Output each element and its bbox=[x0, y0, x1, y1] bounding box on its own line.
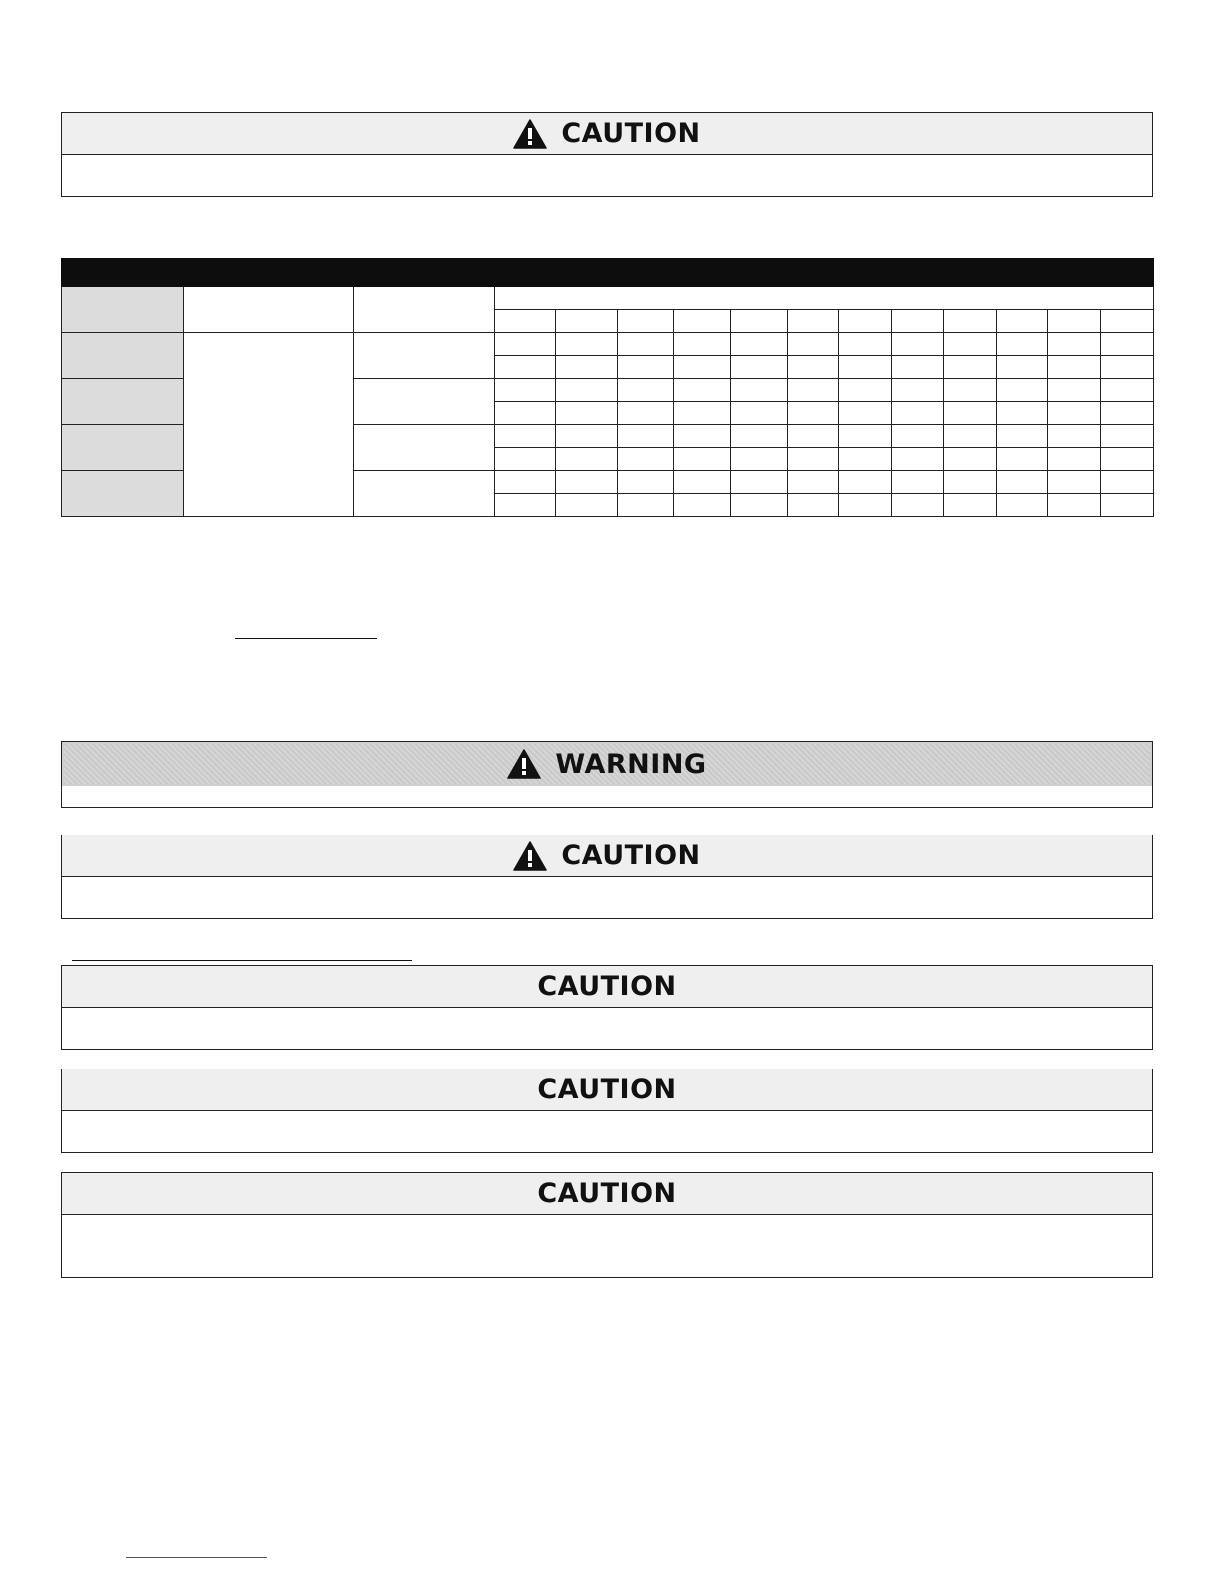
table-cell bbox=[618, 448, 674, 471]
caution-notice-4 bbox=[61, 1069, 1153, 1153]
link-underline[interactable] bbox=[235, 638, 377, 639]
table-title bbox=[62, 259, 1154, 287]
caution-header bbox=[62, 835, 1152, 877]
table-cell bbox=[839, 356, 892, 379]
table-cell bbox=[731, 356, 788, 379]
table-cell bbox=[674, 425, 731, 448]
table-cell bbox=[892, 448, 944, 471]
caution-header bbox=[62, 1173, 1152, 1215]
table-cell bbox=[944, 471, 997, 494]
table-cell bbox=[944, 425, 997, 448]
header-cell bbox=[184, 287, 354, 333]
table-cell bbox=[892, 333, 944, 356]
table-cell bbox=[892, 402, 944, 425]
group-cell bbox=[354, 471, 495, 517]
table-cell bbox=[618, 471, 674, 494]
table-cell bbox=[1048, 356, 1101, 379]
table-cell bbox=[944, 379, 997, 402]
caution-header bbox=[62, 966, 1152, 1008]
caution-body bbox=[62, 877, 1152, 918]
subheader-cell bbox=[618, 310, 674, 333]
warning-triangle-icon bbox=[507, 749, 541, 779]
table-cell bbox=[892, 494, 944, 517]
table-cell bbox=[731, 448, 788, 471]
table-cell bbox=[1101, 494, 1154, 517]
caution-label: CAUTION bbox=[561, 118, 701, 149]
row-label-cell bbox=[62, 379, 184, 425]
table-cell bbox=[618, 494, 674, 517]
caution-body bbox=[62, 1215, 1152, 1277]
table-cell bbox=[556, 471, 618, 494]
table-cell bbox=[788, 471, 839, 494]
table-cell bbox=[1101, 448, 1154, 471]
caution-label: CAUTION bbox=[537, 1178, 677, 1209]
table-cell bbox=[495, 425, 556, 448]
table-cell bbox=[556, 379, 618, 402]
table-cell bbox=[944, 402, 997, 425]
subheader-cell bbox=[731, 310, 788, 333]
caution-body bbox=[62, 155, 1152, 196]
warning-triangle-icon bbox=[513, 841, 547, 871]
table-cell bbox=[1101, 402, 1154, 425]
table-cell bbox=[1101, 471, 1154, 494]
table-cell bbox=[1048, 448, 1101, 471]
table-cell bbox=[674, 333, 731, 356]
table-cell bbox=[495, 356, 556, 379]
table-cell bbox=[788, 402, 839, 425]
table-cell bbox=[618, 379, 674, 402]
subheader-cell bbox=[997, 310, 1048, 333]
table-cell bbox=[1101, 379, 1154, 402]
table-cell bbox=[997, 494, 1048, 517]
table-cell bbox=[1048, 402, 1101, 425]
subheader-cell bbox=[788, 310, 839, 333]
table-cell bbox=[1101, 425, 1154, 448]
caution-body bbox=[62, 1110, 1152, 1152]
caution-header bbox=[62, 1069, 1152, 1110]
table-cell bbox=[556, 402, 618, 425]
table-cell bbox=[997, 402, 1048, 425]
table-cell bbox=[618, 425, 674, 448]
table-row bbox=[62, 333, 1154, 356]
table-cell bbox=[731, 379, 788, 402]
group-cell bbox=[354, 425, 495, 471]
table-cell bbox=[495, 402, 556, 425]
table-cell bbox=[674, 379, 731, 402]
table-cell bbox=[944, 356, 997, 379]
table-cell bbox=[839, 494, 892, 517]
subheader-cell bbox=[556, 310, 618, 333]
caution-label: CAUTION bbox=[537, 971, 677, 1002]
subheader-cell bbox=[839, 310, 892, 333]
group-cell bbox=[354, 333, 495, 379]
table-cell bbox=[674, 448, 731, 471]
table-cell bbox=[731, 471, 788, 494]
row-label-cell bbox=[62, 333, 184, 379]
table-cell bbox=[1048, 425, 1101, 448]
table-cell bbox=[495, 448, 556, 471]
subheader-cell bbox=[495, 310, 556, 333]
table-cell bbox=[892, 471, 944, 494]
caution-notice-2 bbox=[61, 835, 1153, 919]
table-cell bbox=[788, 494, 839, 517]
caution-body bbox=[62, 1008, 1152, 1049]
header-span-cell bbox=[495, 287, 1154, 310]
table-cell bbox=[495, 379, 556, 402]
caution-label: CAUTION bbox=[561, 840, 701, 871]
row-label-cell bbox=[62, 425, 184, 471]
table-cell bbox=[618, 333, 674, 356]
table-cell bbox=[997, 333, 1048, 356]
table-cell bbox=[1048, 333, 1101, 356]
subheader-cell bbox=[1048, 310, 1101, 333]
table-cell bbox=[495, 471, 556, 494]
table-cell bbox=[674, 402, 731, 425]
caution-notice-1 bbox=[61, 112, 1153, 197]
table-cell bbox=[731, 402, 788, 425]
subheader-cell bbox=[1101, 310, 1154, 333]
subheader-cell bbox=[944, 310, 997, 333]
spec-table bbox=[61, 258, 1154, 517]
table-cell bbox=[944, 494, 997, 517]
table-cell bbox=[788, 448, 839, 471]
table-cell bbox=[997, 425, 1048, 448]
table-title-row bbox=[62, 259, 1154, 287]
table-cell bbox=[674, 494, 731, 517]
table-cell bbox=[731, 333, 788, 356]
table-cell bbox=[556, 333, 618, 356]
table-cell bbox=[618, 356, 674, 379]
table-cell bbox=[1101, 356, 1154, 379]
table-cell bbox=[556, 356, 618, 379]
warning-label: WARNING bbox=[555, 748, 707, 780]
table-cell bbox=[1048, 471, 1101, 494]
caution-notice-3 bbox=[61, 965, 1153, 1050]
group-cell bbox=[354, 379, 495, 425]
caution-label: CAUTION bbox=[537, 1074, 677, 1105]
table-cell bbox=[618, 402, 674, 425]
table-cell bbox=[731, 494, 788, 517]
table-cell bbox=[997, 448, 1048, 471]
merged-cell bbox=[184, 333, 354, 517]
table-cell bbox=[944, 333, 997, 356]
table-cell bbox=[892, 379, 944, 402]
table-cell bbox=[788, 333, 839, 356]
header-cell bbox=[354, 287, 495, 333]
table-cell bbox=[839, 471, 892, 494]
table-cell bbox=[788, 356, 839, 379]
table-cell bbox=[839, 379, 892, 402]
warning-header bbox=[62, 742, 1152, 786]
table-cell bbox=[997, 356, 1048, 379]
header-cell bbox=[62, 287, 184, 333]
table-cell bbox=[997, 379, 1048, 402]
table-cell bbox=[788, 379, 839, 402]
table-cell bbox=[1048, 494, 1101, 517]
heading-underline bbox=[72, 960, 412, 961]
subheader-cell bbox=[892, 310, 944, 333]
table-cell bbox=[495, 494, 556, 517]
table-cell bbox=[556, 425, 618, 448]
footer-link-underline[interactable] bbox=[126, 1557, 267, 1558]
caution-header bbox=[62, 113, 1152, 155]
table-cell bbox=[839, 402, 892, 425]
caution-notice-5 bbox=[61, 1172, 1153, 1278]
table-cell bbox=[674, 356, 731, 379]
table-cell bbox=[839, 425, 892, 448]
table-cell bbox=[997, 471, 1048, 494]
table-cell bbox=[788, 425, 839, 448]
table-cell bbox=[674, 471, 731, 494]
subheader-cell bbox=[674, 310, 731, 333]
warning-notice bbox=[61, 741, 1153, 808]
table-cell bbox=[731, 425, 788, 448]
table-cell bbox=[892, 356, 944, 379]
table-cell bbox=[944, 448, 997, 471]
table-cell bbox=[1101, 333, 1154, 356]
table-cell bbox=[556, 494, 618, 517]
table-cell bbox=[495, 333, 556, 356]
table-cell bbox=[839, 333, 892, 356]
row-label-cell bbox=[62, 471, 184, 517]
table-cell bbox=[892, 425, 944, 448]
warning-body bbox=[62, 786, 1152, 807]
warning-triangle-icon bbox=[513, 119, 547, 149]
table-header-row bbox=[62, 287, 1154, 310]
table-cell bbox=[839, 448, 892, 471]
table-cell bbox=[1048, 379, 1101, 402]
table-cell bbox=[556, 448, 618, 471]
